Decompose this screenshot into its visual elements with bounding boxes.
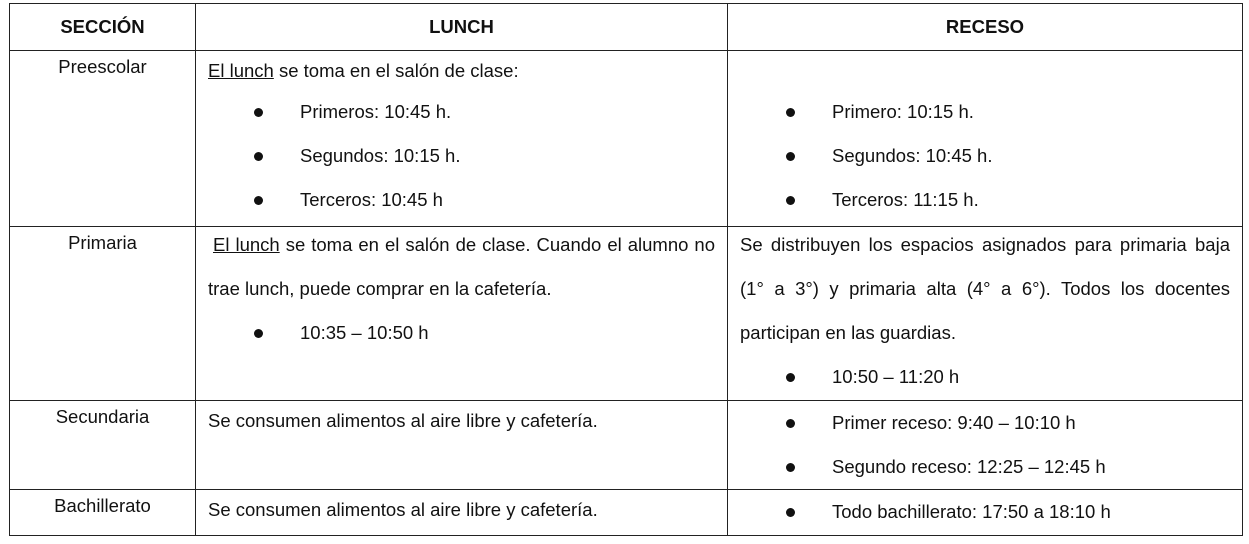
table-row [10, 227, 1243, 401]
receso-cell [728, 490, 1243, 536]
lunch-text [208, 223, 715, 311]
header-seccion: SECCIÓN [10, 4, 196, 51]
list-item [740, 355, 1230, 399]
receso-text: Se distribuyen los espacios asignados para primaria baja (1° a 3°) y primaria alta (4° a 6°). Todos los docentes participan en las guardias. [740, 234, 1230, 343]
list-item [208, 134, 715, 178]
section-name: Secundaria [10, 401, 196, 490]
bullet-text: Segundos: 10:45 h. [832, 145, 993, 166]
bullet-text: Segundo receso: 12:25 – 12:45 h [832, 456, 1106, 477]
receso-cell [728, 227, 1243, 401]
bullet-text: Primeros: 10:45 h. [300, 101, 452, 122]
bullet-text: 10:50 – 11:20 h [832, 366, 960, 387]
section-name: Preescolar [10, 51, 196, 227]
table-row [10, 490, 1243, 536]
list-item [740, 134, 1230, 178]
receso-bullet-list [740, 401, 1230, 489]
bullet-icon [254, 329, 263, 338]
list-item [740, 178, 1230, 222]
lunch-cell [196, 51, 728, 227]
bullet-icon [254, 108, 263, 117]
bullet-text: Terceros: 11:15 h. [832, 189, 979, 210]
bullet-icon [254, 152, 263, 161]
lunch-underlined: El lunch [213, 234, 280, 255]
bullet-text: Segundos: 10:15 h. [300, 145, 461, 166]
bullet-icon [786, 152, 795, 161]
list-item [740, 401, 1230, 445]
bullet-icon [786, 463, 795, 472]
receso-bullet-list [740, 90, 1230, 222]
bullet-icon [786, 508, 795, 517]
lunch-rest: se toma en el salón de clase. Cuando el alumno no trae lunch, puede comprar en la cafetería. [208, 234, 715, 299]
lunch-bullet-list [208, 311, 715, 355]
bullet-icon [786, 419, 795, 428]
receso-bullet-list [740, 490, 1230, 534]
list-item [740, 445, 1230, 489]
lunch-cell [196, 490, 728, 536]
lunch-cell [196, 227, 728, 401]
bullet-text: Primero: 10:15 h. [832, 101, 974, 122]
table-row [10, 401, 1243, 490]
bullet-text: Primer receso: 9:40 – 10:10 h [832, 412, 1076, 433]
bullet-icon [786, 373, 795, 382]
bullet-icon [786, 108, 795, 117]
bullet-text: Terceros: 10:45 h [300, 189, 443, 210]
lunch-cell [196, 401, 728, 490]
bullet-icon [254, 196, 263, 205]
lunch-bullet-list [208, 90, 715, 222]
list-item [208, 311, 715, 355]
receso-cell [728, 51, 1243, 227]
list-item [740, 90, 1230, 134]
schedule-table [9, 3, 1243, 536]
receso-cell [728, 401, 1243, 490]
bullet-text: 10:35 – 10:50 h [300, 322, 429, 343]
receso-bullet-list [740, 355, 1230, 399]
lunch-underlined: El lunch [208, 60, 274, 81]
lunch-text: Se consumen alimentos al aire libre y cafetería. [208, 410, 598, 431]
bullet-text: Todo bachillerato: 17:50 a 18:10 h [832, 501, 1111, 522]
header-lunch: LUNCH [196, 4, 728, 51]
section-name: Primaria [10, 227, 196, 401]
table-row [10, 51, 1243, 227]
list-item [208, 178, 715, 222]
lunch-rest: se toma en el salón de clase: [273, 60, 519, 81]
header-row [10, 4, 1243, 51]
section-name: Bachillerato [10, 490, 196, 536]
lunch-text: Se consumen alimentos al aire libre y cafetería. [208, 499, 598, 520]
lunch-text [208, 56, 715, 86]
list-item [740, 490, 1230, 534]
list-item [208, 90, 715, 134]
header-receso: RECESO [728, 4, 1243, 51]
bullet-icon [786, 196, 795, 205]
